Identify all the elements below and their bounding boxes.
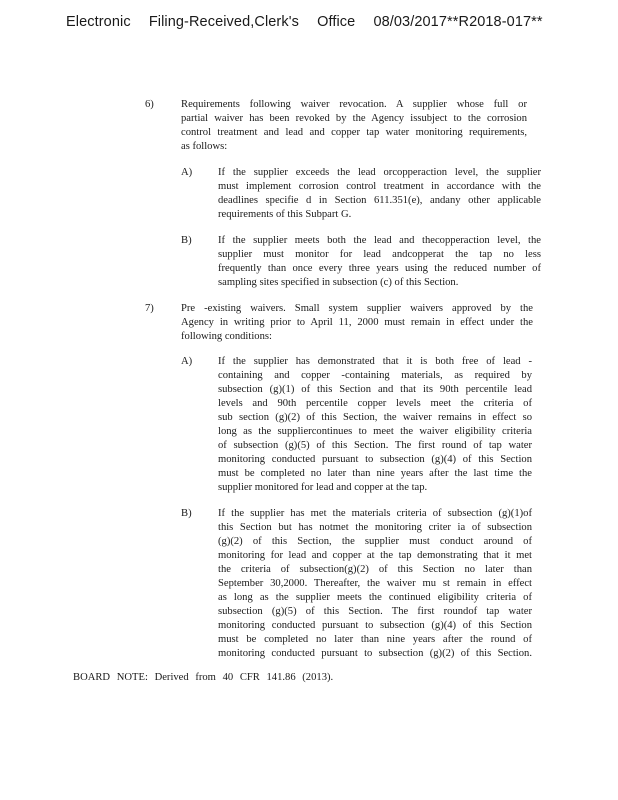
text-line: sub section (g)(2) of this Section, the waiver remains in effect so — [218, 412, 532, 423]
text-line: control treatment and lead and copper tap water monitoring requirements, — [181, 127, 527, 138]
text-line: must be completed no later than nine years after the round of — [218, 634, 532, 645]
item-6-text — [181, 98, 527, 154]
item-7a-text — [218, 355, 532, 495]
text-line: sampling sites specified in subsection (c) of this Section. — [218, 277, 459, 288]
text-line: requirements of this Subpart G. — [218, 209, 352, 220]
text-line: frequently than once every three years using the reduced number of — [218, 263, 541, 274]
text-line: monitoring conducted pursuant to subsection (g)(2) of this Section. — [218, 648, 532, 659]
text-line: If the supplier has demonstrated that it is both free of lead - — [218, 356, 532, 367]
text-line: Pre -existing waivers. Small system supplier waivers approved by the — [181, 303, 533, 314]
text-line: Agency in writing prior to April 11, 2000 must remain in effect under the — [181, 317, 533, 328]
header-filing-received: Filing-Received,Clerk's — [148, 14, 299, 30]
text-line: monitoring for lead and copper at the tap demonstrating that it met — [218, 550, 532, 561]
item-6a-label: A) — [181, 167, 193, 178]
item-6-label: 6) — [145, 99, 154, 110]
item-7b-text — [218, 507, 532, 661]
text-line: Requirements following waiver revocation. A supplier whose full or — [181, 99, 527, 110]
text-line: supplier must monitor for lead andcopperat the tap no less — [218, 249, 541, 260]
board-note: BOARD NOTE: Derived from 40 CFR 141.86 (2013). — [73, 672, 334, 683]
text-line: as long as the supplier meets the continued eligibility criteria of — [218, 592, 532, 603]
header-docket: 08/03/2017**R2018-017** — [373, 14, 543, 30]
text-line: (g)(2) of this Section, the supplier must conduct around of — [218, 536, 532, 547]
text-line: containing and copper -containing materials, as required by — [218, 370, 532, 381]
text-line: monitoring conducted pursuant to subsection (g)(4) of this Section — [218, 620, 532, 631]
text-line: subsection (g)(1) of this Section and that its 90th percentile lead — [218, 384, 532, 395]
text-line: must be completed no later than nine years after the last time the — [218, 468, 532, 479]
item-7-label: 7) — [145, 303, 154, 314]
text-line: following conditions: — [181, 331, 272, 342]
text-line: If the supplier meets both the lead and thecopperaction level, the — [218, 235, 541, 246]
item-6b-text — [218, 234, 541, 290]
text-line: monitoring conducted pursuant to subsection (g)(4) of this Section — [218, 454, 532, 465]
text-line: long as the suppliercontinues to meet the waiver eligibility criteria — [218, 426, 532, 437]
header-office: Office — [317, 14, 356, 30]
text-line: If the supplier has met the materials criteria of subsection (g)(1)of — [218, 508, 532, 519]
text-line: the criteria of subsection(g)(2) of this Section no later than — [218, 564, 532, 575]
header-electronic: Electronic — [66, 14, 131, 30]
item-6b-label: B) — [181, 235, 192, 246]
text-line: September 30,2000. Thereafter, the waiver mu st remain in effect — [218, 578, 532, 589]
text-line: supplier monitored for lead and copper at the tap. — [218, 482, 428, 493]
item-7a-label: A) — [181, 356, 193, 367]
text-line: deadlines specifie d in Section 611.351(e), andany other applicable — [218, 195, 541, 206]
item-7b-label: B) — [181, 508, 192, 519]
filing-header — [66, 14, 611, 30]
text-line: levels and 90th percentile copper levels meet the criteria of — [218, 398, 532, 409]
text-line: partial waiver has been revoked by the Agency issubject to the corrosion — [181, 113, 527, 124]
text-line: subsection (g)(5) of this Section. The first roundof tap water — [218, 606, 532, 617]
text-line: of subsection (g)(5) of this Section. The first round of tap water — [218, 440, 532, 451]
text-line: must implement corrosion control treatment in accordance with the — [218, 181, 541, 192]
item-7-text — [181, 302, 533, 344]
item-6a-text — [218, 166, 541, 222]
text-line: this Section but has notmet the monitoring criter ia of subsection — [218, 522, 532, 533]
text-line: If the supplier exceeds the lead orcopperaction level, the supplier — [218, 167, 541, 178]
text-line: as follows: — [181, 141, 228, 152]
